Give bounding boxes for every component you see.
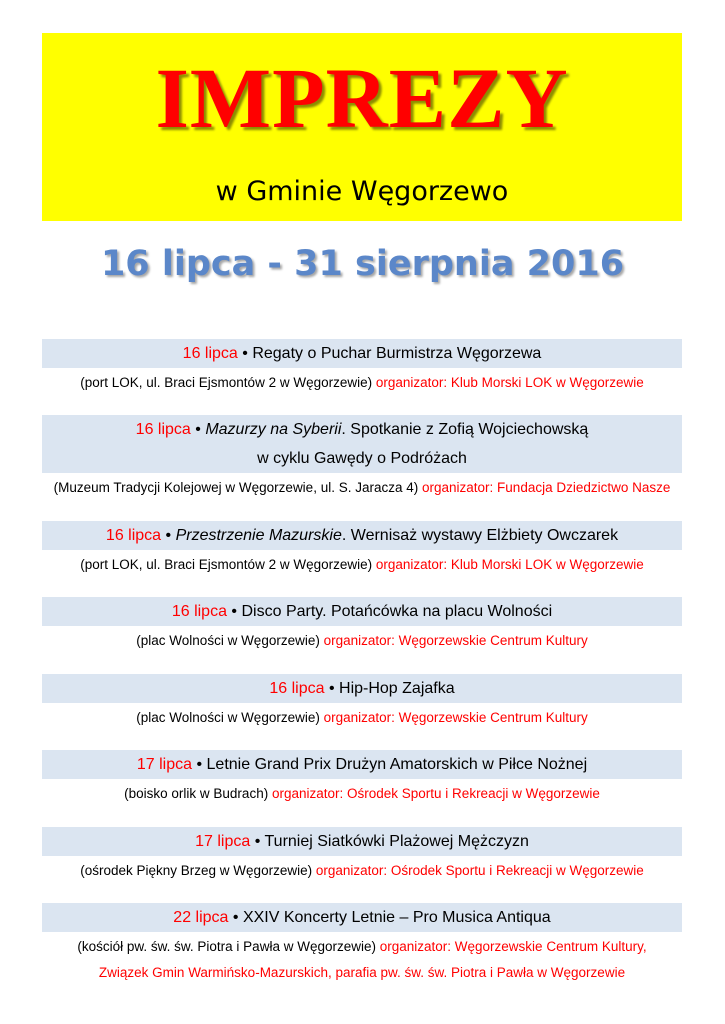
event-organizer: organizator: Węgorzewskie Centrum Kultury, bbox=[379, 939, 647, 954]
event-item bbox=[42, 521, 682, 578]
event-title-line2: w cyklu Gawędy o Podróżach bbox=[257, 450, 467, 467]
page-subtitle: w Gminie Węgorzewo bbox=[215, 176, 509, 207]
event-location: (Muzeum Tradycji Kolejowej w Węgorzewie, ul. S. Jaracza 4) bbox=[53, 480, 419, 495]
event-organizer: organizator: Węgorzewskie Centrum Kultury bbox=[323, 710, 588, 725]
event-location: (port LOK, ul. Braci Ejsmontów 2 w Węgorzewie) bbox=[80, 375, 373, 390]
event-location: (kościół pw. św. św. Piotra i Pawła w Węgorzewie) bbox=[77, 939, 376, 954]
event-details bbox=[42, 627, 682, 654]
event-separator: • bbox=[192, 756, 207, 773]
event-item bbox=[42, 750, 682, 807]
event-separator: • bbox=[161, 527, 176, 544]
event-details bbox=[42, 474, 682, 501]
event-item bbox=[42, 903, 682, 986]
event-title-bar bbox=[42, 339, 682, 368]
event-location: (boisko orlik w Budrach) bbox=[124, 786, 269, 801]
event-location: (plac Wolności w Węgorzewie) bbox=[136, 710, 320, 725]
event-title-bar bbox=[42, 521, 682, 550]
event-item bbox=[42, 415, 682, 501]
event-title-bar bbox=[42, 674, 682, 703]
event-date: 16 lipca bbox=[105, 527, 162, 544]
event-title: Letnie Grand Prix Drużyn Amatorskich w Piłce Nożnej bbox=[206, 756, 588, 773]
event-title: . Wernisaż wystawy Elżbiety Owczarek bbox=[341, 527, 619, 544]
event-title: Turniej Siatkówki Plażowej Mężczyzn bbox=[264, 833, 529, 850]
event-title: Hip-Hop Zajafka bbox=[339, 680, 455, 697]
event-details bbox=[42, 551, 682, 578]
page-title: IMPREZY bbox=[155, 50, 569, 146]
event-title-bar bbox=[42, 597, 682, 626]
event-separator: • bbox=[190, 421, 206, 438]
event-separator: • bbox=[228, 909, 243, 926]
event-separator: • bbox=[237, 345, 253, 362]
event-title: XXIV Koncerty Letnie – Pro Musica Antiqua bbox=[242, 909, 551, 926]
event-date: 16 lipca bbox=[135, 421, 191, 438]
event-item bbox=[42, 674, 682, 731]
event-title-bar bbox=[42, 750, 682, 779]
event-title-italic: Mazurzy na Syberii bbox=[205, 421, 342, 438]
event-date: 22 lipca bbox=[173, 909, 229, 926]
event-title: Regaty o Puchar Burmistrza Węgorzewa bbox=[252, 345, 542, 362]
date-range: 16 lipca - 31 sierpnia 2016 bbox=[100, 244, 625, 284]
event-organizer: organizator: Ośrodek Sportu i Rekreacji w Węgorzewie bbox=[271, 786, 600, 801]
event-item bbox=[42, 597, 682, 654]
event-details bbox=[42, 369, 682, 396]
event-details bbox=[42, 704, 682, 731]
event-location: (plac Wolności w Węgorzewie) bbox=[136, 633, 320, 648]
event-organizer: organizator: Fundacja Dziedzictwo Nasze bbox=[422, 480, 671, 495]
event-title-bar bbox=[42, 827, 682, 856]
event-date: 17 lipca bbox=[195, 833, 251, 850]
event-organizer: organizator: Węgorzewskie Centrum Kultury bbox=[323, 633, 588, 648]
event-separator: • bbox=[250, 833, 265, 850]
event-item bbox=[42, 827, 682, 884]
event-item bbox=[42, 339, 682, 396]
event-title-bar bbox=[42, 415, 682, 473]
event-details bbox=[42, 933, 682, 960]
event-organizer: organizator: Ośrodek Sportu i Rekreacji w Węgorzewie bbox=[315, 863, 644, 878]
event-separator: • bbox=[226, 603, 242, 620]
event-date: 16 lipca bbox=[269, 680, 325, 697]
event-location: (ośrodek Piękny Brzeg w Węgorzewie) bbox=[80, 863, 313, 878]
header-banner bbox=[42, 33, 682, 221]
event-organizer: organizator: Klub Morski LOK w Węgorzewie bbox=[375, 375, 644, 390]
event-title: Disco Party. Potańcówka na placu Wolności bbox=[241, 603, 553, 620]
event-organizer: organizator: Klub Morski LOK w Węgorzewie bbox=[375, 557, 644, 572]
event-title: . Spotkanie z Zofią Wojciechowską bbox=[341, 421, 589, 438]
event-date: 17 lipca bbox=[136, 756, 193, 773]
event-organizer-line2: Związek Gmin Warmińsko-Mazurskich, parafia pw. św. św. Piotra i Pawła w Węgorzewie bbox=[98, 965, 626, 980]
event-date: 16 lipca bbox=[182, 345, 238, 362]
event-location: (port LOK, ul. Braci Ejsmontów 2 w Węgorzewie) bbox=[80, 557, 373, 572]
event-title-bar bbox=[42, 903, 682, 932]
event-date: 16 lipca bbox=[171, 603, 227, 620]
event-details bbox=[42, 780, 682, 807]
event-separator: • bbox=[324, 680, 340, 697]
event-details bbox=[42, 857, 682, 884]
event-title-italic: Przestrzenie Mazurskie bbox=[175, 527, 342, 544]
